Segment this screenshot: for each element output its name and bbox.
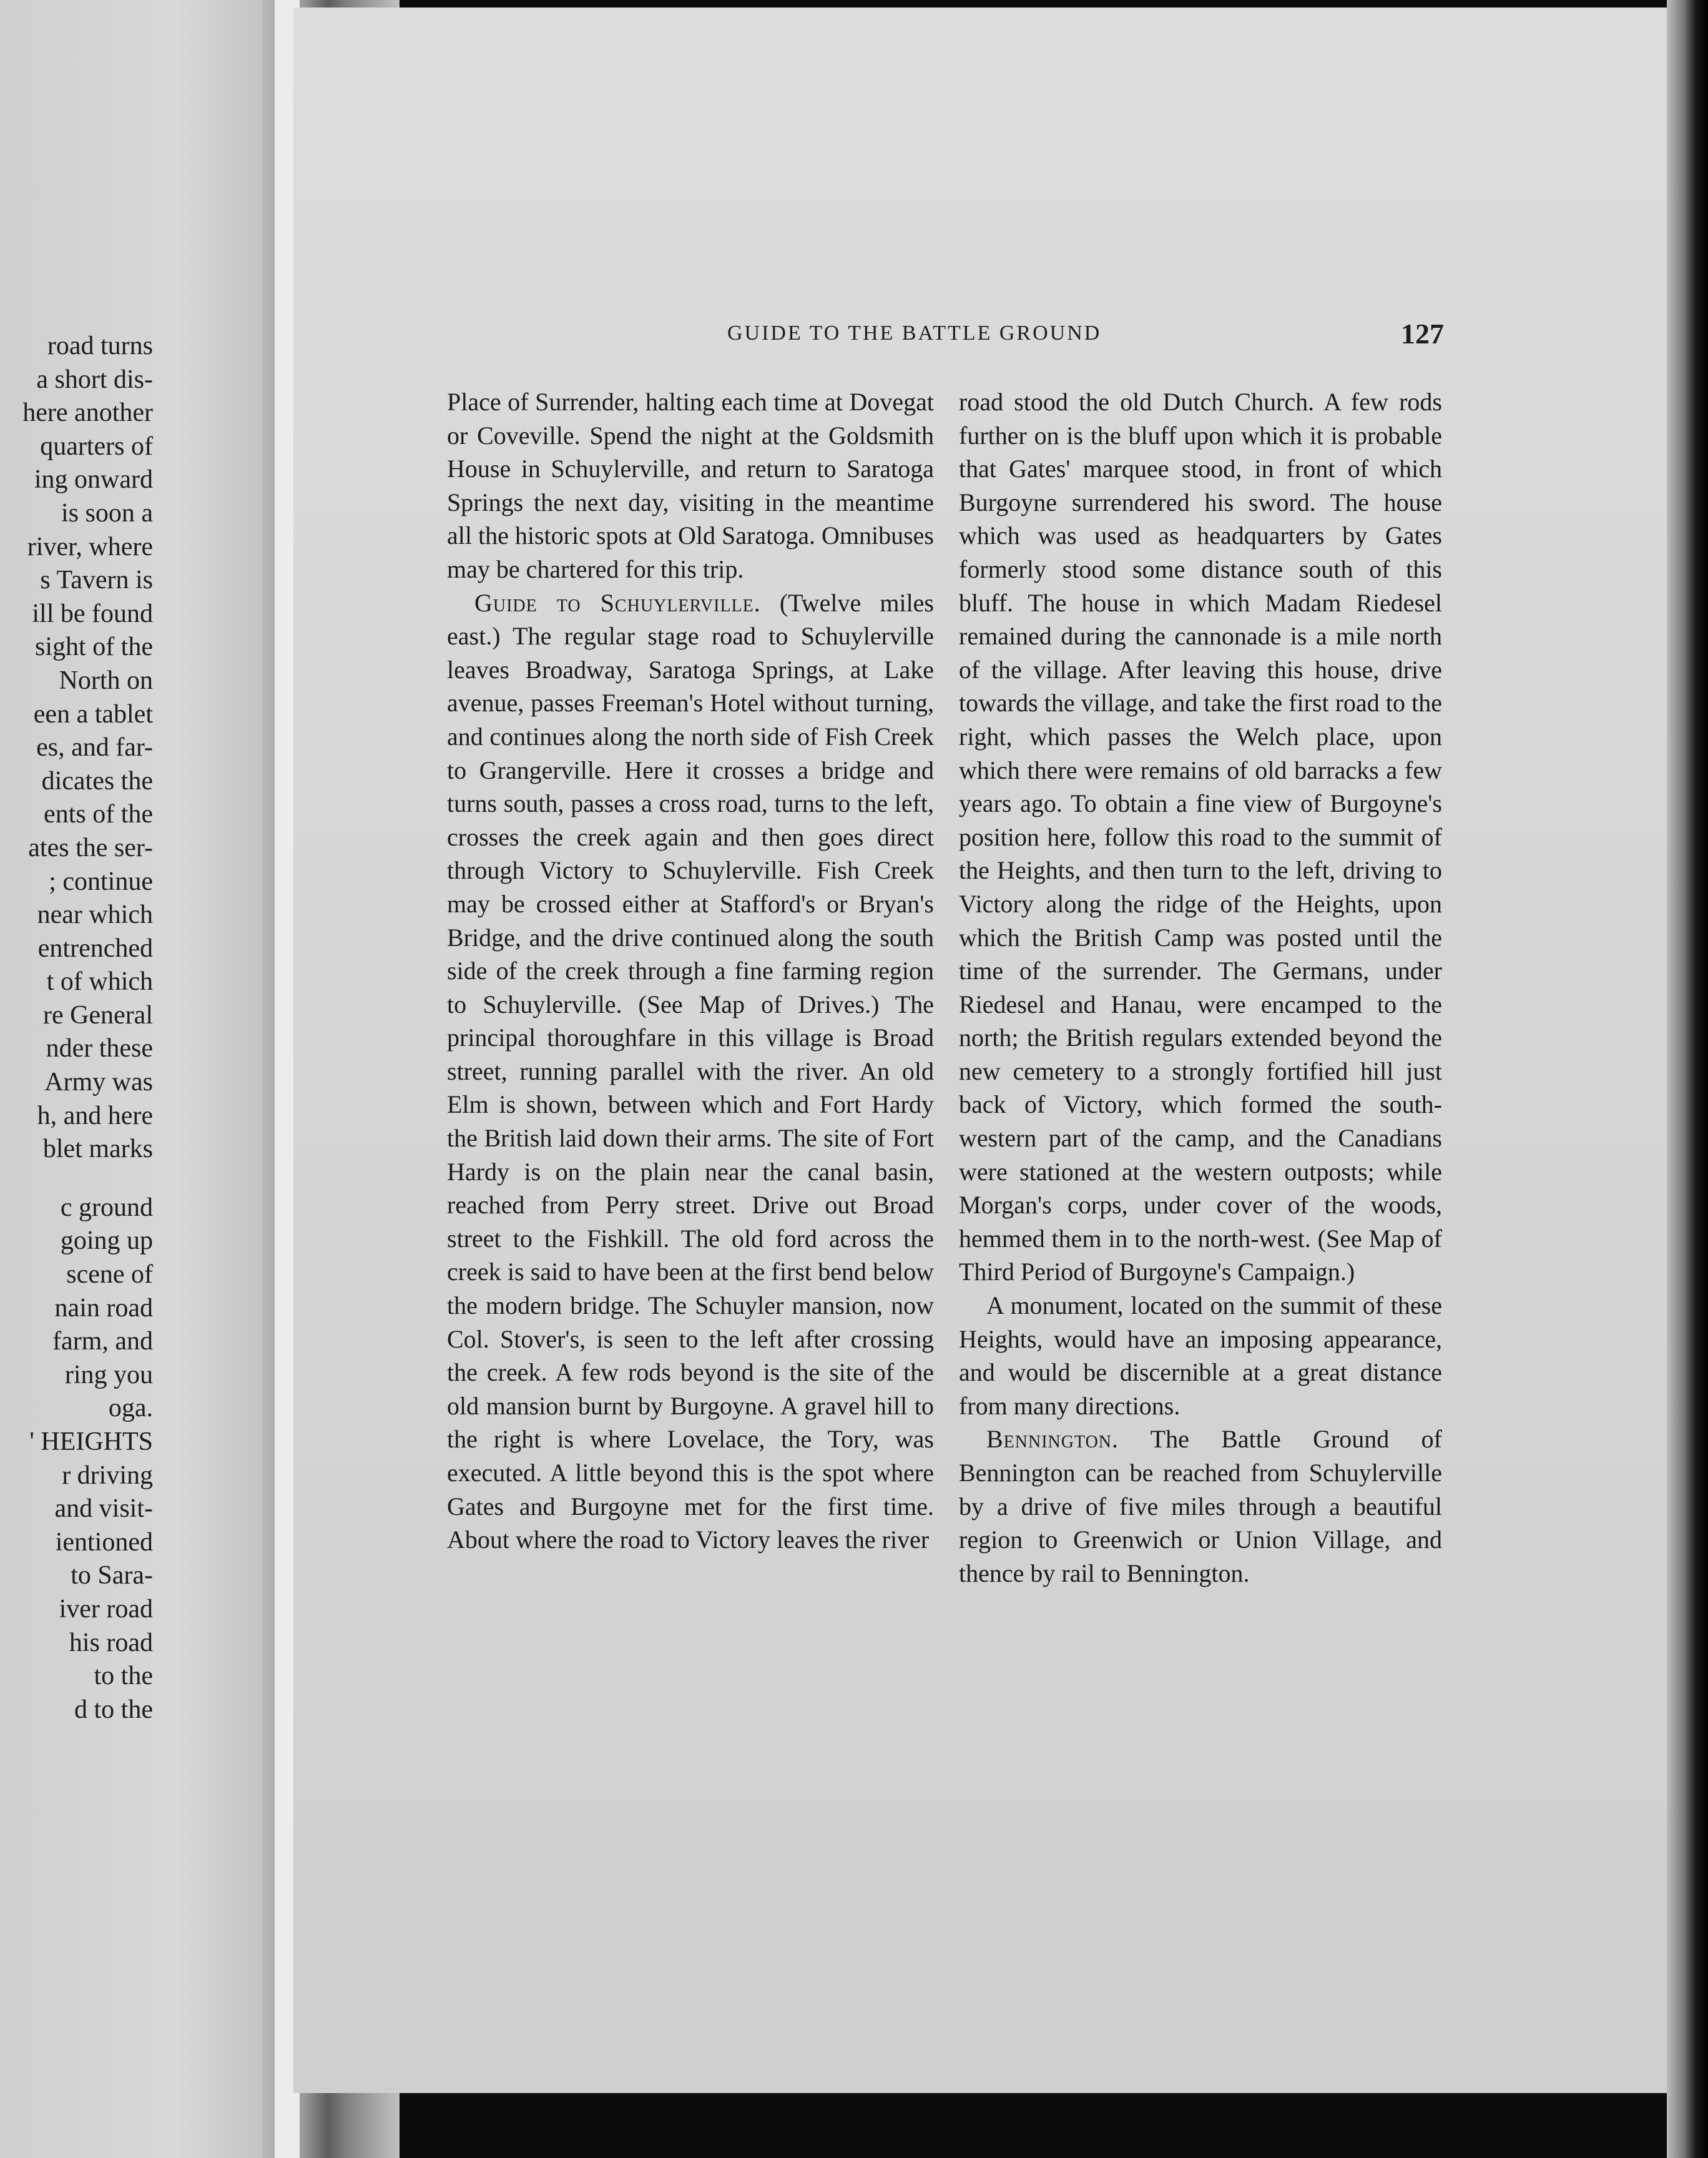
facing-page-line: river, where (27, 532, 153, 561)
facing-page-line: ates the ser- (28, 833, 153, 862)
page-number: 127 (1401, 318, 1444, 350)
facing-page-line: ' HEIGHTS (29, 1427, 153, 1456)
paragraph-bennington (959, 1422, 1442, 1590)
facing-page-line: near which (37, 900, 153, 930)
facing-page-line: to Sara- (71, 1561, 153, 1590)
facing-page-line: Army was (44, 1068, 153, 1097)
facing-page-line: t of which (46, 967, 153, 997)
facing-page-line: nain road (54, 1293, 153, 1323)
text-column-left (447, 385, 934, 1557)
paragraph: road stood the old Dutch Church. A few rods further on is the bluff upon which it is probable that Gates' marquee stood, in front of which Burgoyne surrendered his sword. The house which was used as headquarters by Gates formerly stood some distance south of this bluff. The house in which Madam Riedesel remained during the cannonade is a mile north of the village. After leaving this house, drive towards the village, and take the first road to the right, which passes the Welch place, upon which there were remains of old barracks a few years ago. To obtain a fine view of Burgoyne's position here, follow this road to the summit of the Heights, and then turn to the left, driving to Victory along the ridge of the Heights, upon which the British Camp was posted until the time of the surrender. The Germans, under Riedesel and Hanau, were encamped to the north; the British regulars extended beyond the new cemetery to a strongly fortified hill just back of Victory, which formed the south-western part of the camp, and the Canadians were stationed at the western outposts; while Morgan's corps, under cover of the woods, hemmed them in to the north-west. (See Map of Third Period of Burgoyne's Campaign.) (959, 388, 1442, 1286)
page-edge-shadow (1667, 0, 1708, 2158)
facing-page-line: oga. (108, 1394, 153, 1423)
facing-page-line: entrenched (37, 934, 153, 963)
facing-page-line: ; continue (49, 867, 153, 896)
facing-page-line: scene of (66, 1260, 153, 1289)
facing-page-line: blet marks (42, 1135, 153, 1164)
running-head: GUIDE TO THE BATTLE GROUND (727, 322, 1102, 345)
facing-page-line: h, and here (37, 1101, 153, 1130)
facing-page-line: to the (94, 1662, 153, 1691)
facing-page-line: ents of the (44, 800, 153, 829)
facing-page-line: re General (42, 1000, 153, 1030)
section-heading: Bennington. (986, 1425, 1119, 1454)
paragraph: Place of Surrender, halting each time at Dovegat or Coveville. Spend the night at the Goldsmith House in Schuylerville, and return to Saratoga Springs the next day, visiting in the meantime all the historic spots at Old Saratoga. Omnibuses may be chartered for this trip. (447, 388, 934, 583)
facing-page-line: ill be found (32, 599, 153, 628)
facing-page-line: iver road (59, 1594, 153, 1623)
facing-page-line: s Tavern is (40, 566, 153, 595)
facing-page-line: es, and far- (36, 733, 153, 762)
paragraph-monument: A monument, located on the summit of these Heights, would have an imposing appearance, and would be discernible at a great distance from many directions. (959, 1291, 1442, 1420)
facing-page-line: dicates the (41, 766, 153, 796)
facing-page-line: d to the (74, 1695, 153, 1724)
facing-page-line: een a tablet (33, 699, 153, 729)
paragraph-schuylerville (447, 586, 934, 1557)
facing-page-line: road turns (47, 332, 153, 360)
facing-page-line: here another (22, 398, 153, 428)
section-heading: Guide to Schuylerville. (474, 588, 761, 617)
facing-page-gap (0, 1166, 153, 1191)
facing-page-text (0, 330, 153, 1727)
facing-page-line: quarters of (40, 431, 153, 461)
facing-page-line: going up (60, 1226, 153, 1256)
paragraph-body: The Battle Ground of Bennington can be reached from Schuylerville by a drive of five miles through a beautiful region to Greenwich or Union Village, and thence by rail to Bennington. (959, 1425, 1442, 1587)
facing-page-line: is soon a (61, 498, 153, 528)
facing-page-line: and visit- (54, 1494, 153, 1524)
paragraph-body: (Twelve miles east.) The regular stage road to Schuylerville leaves Broadway, Saratoga Springs, at Lake avenue, passes Freeman's Hotel without turning, and continues along the north side of Fish Creek to Grangerville. Here it crosses a bridge and turns south, passes a cross road, turns to the left, crosses the creek again and then goes direct through Victory to Schuylerville. Fish Creek may be crossed either at Stafford's or Bryan's Bridge, and the drive continued along the south side of the creek through a fine farming region to Schuylerville. (See Map of Drives.) The principal thoroughfare in this village is Broad street, running parallel with the river. An old Elm is shown, between which and Fort Hardy the British laid down their arms. The site of Fort Hardy is on the plain near the canal basin, reached from Perry street. Drive out Broad street to the Fishkill. The old ford across the creek is said to have been at the first bend below the modern bridge. The Schuyler mansion, now Col. Stover's, is seen to the left after crossing the creek. A few rods beyond is the site of the old mansion burnt by Burgoyne. A gravel hill to the right is where Lovelace, the Tory, was executed. A little beyond this is the spot where Gates and Burgoyne met for the first time. About where the road to Victory leaves the river (447, 588, 934, 1554)
facing-page-fragment (0, 0, 293, 2158)
facing-page-line: sight of the (35, 633, 153, 662)
facing-page-line: nder these (46, 1034, 153, 1063)
facing-page-line: r driving (62, 1461, 153, 1490)
facing-page-line: his road (69, 1628, 153, 1657)
text-column-right (959, 385, 1442, 1590)
facing-page-line: ring you (64, 1360, 153, 1389)
facing-page-line: a short dis- (36, 365, 153, 394)
facing-page-line: North on (59, 666, 153, 695)
facing-page-line: c ground (60, 1193, 153, 1222)
facing-page-line: ing onward (34, 465, 153, 495)
facing-page-line: ientioned (55, 1527, 153, 1557)
facing-page-line: farm, and (52, 1327, 153, 1356)
